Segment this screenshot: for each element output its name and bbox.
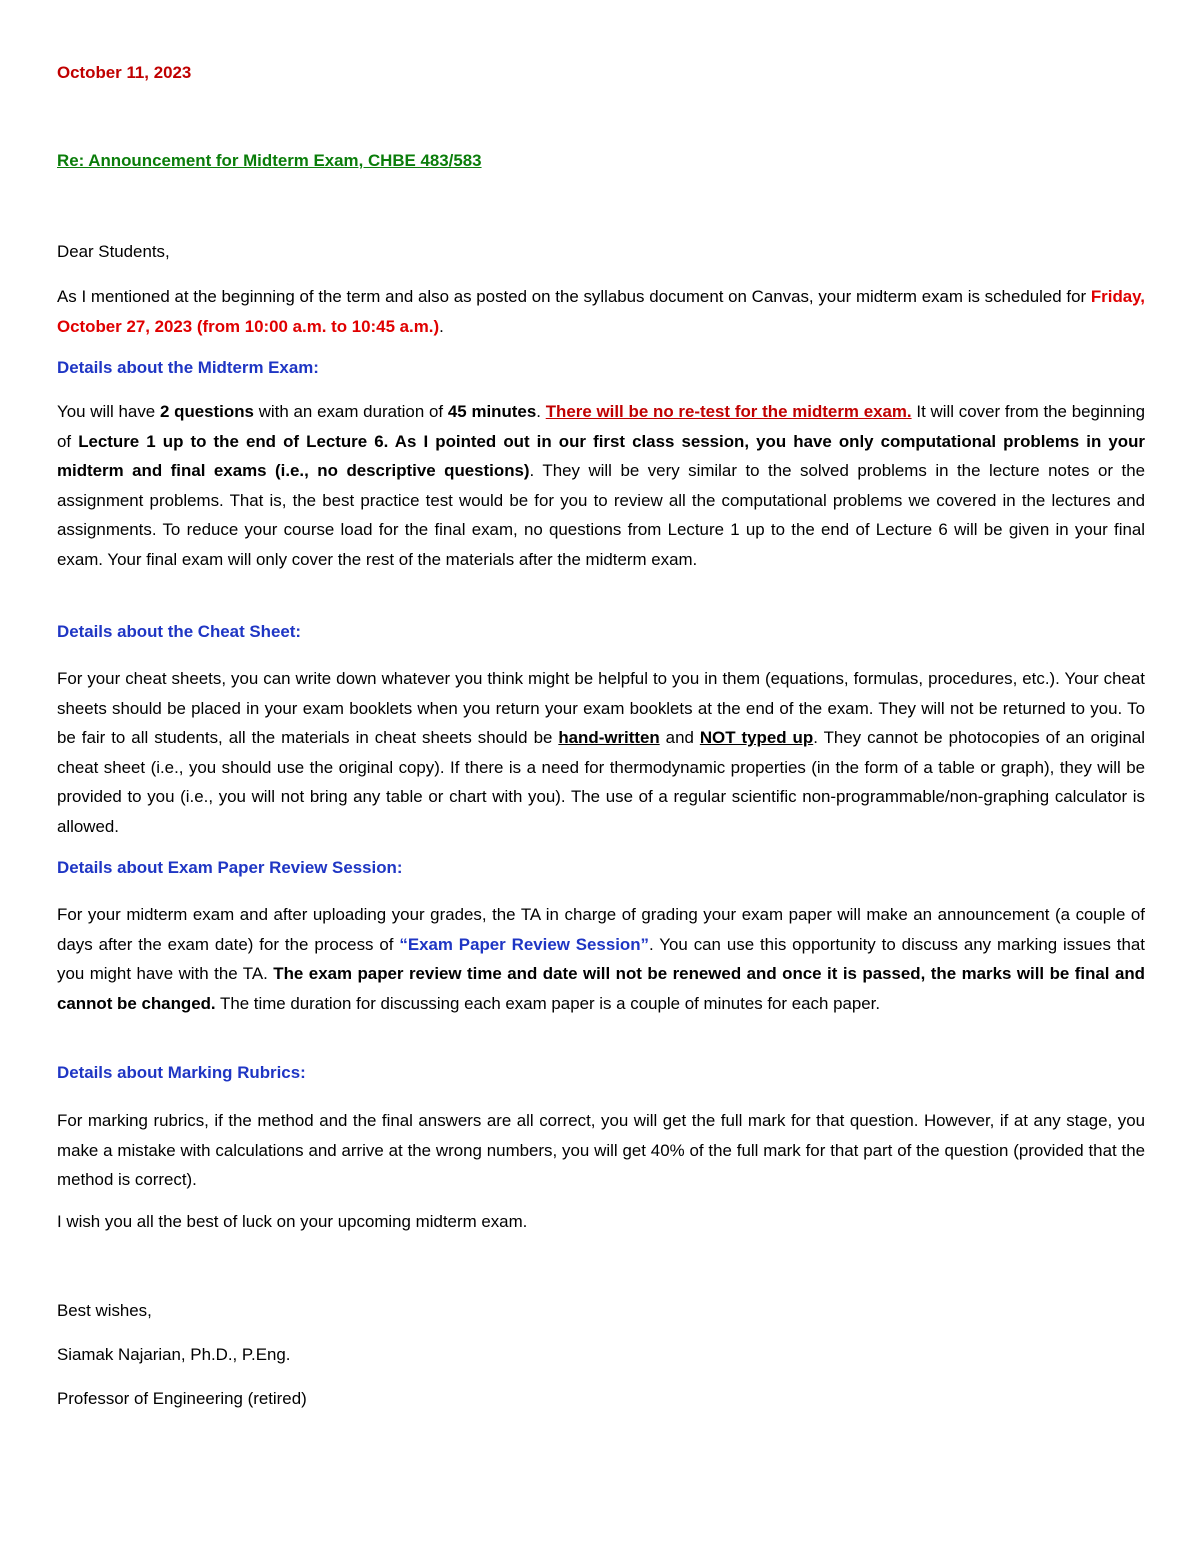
review-session-name: “Exam Paper Review Session” [399, 934, 649, 954]
rubrics-paragraph: For marking rubrics, if the method and the final answers are all correct, you will get the full mark for that question. However, if at any stage, you make a mistake with calculations and arrive at the wrong numbers, you will get 40% of the full mark for that part of the question (provided that the method is correct). [57, 1111, 1145, 1189]
review-text: . You can use this opportunity to discuss any marking issues that you might have with the TA. [57, 934, 1145, 983]
review-text: For your midterm exam and after uploading your grades, the TA in charge of grading your exam paper will make an announcement (a couple of days after the exam date) for the process of [57, 905, 1145, 954]
heading-review-session: Details about Exam Paper Review Session: [57, 858, 403, 877]
question-count: 2 questions [159, 402, 254, 421]
signer-title: Professor of Engineering (retired) [57, 1389, 307, 1408]
midterm-text: . They will be very similar to the solved problems in the lecture notes or the assignment problems. That is, the best practice test would be for you to review all the computational problems we covered in the lectures and assignments. To reduce your course load for the final exam, no questions from Lecture 1 up to the end of Lecture 6 will be given in your final exam. Your final exam will only cover the rest of the materials after the midterm exam. [57, 461, 1145, 569]
heading-cheat-sheet: Details about the Cheat Sheet: [57, 622, 302, 641]
cheat-text: and [659, 728, 700, 747]
signoff: Best wishes, [57, 1301, 152, 1320]
signer-name: Siamak Najarian, Ph.D., P.Eng. [57, 1345, 291, 1364]
not-typed-emphasis: NOT typed up [699, 728, 814, 747]
intro-paragraph [57, 282, 1145, 341]
cheat-text: For your cheat sheets, you can write down whatever you think might be helpful to you in them (equations, formulas, procedures, etc.). Your cheat sheets should be placed in your exam booklets when you return your exam booklets at the end of the exam. They will not be returned to you. To be fair to all students, all the materials in cheat sheets should be [57, 669, 1145, 747]
midterm-text: with an exam duration of [253, 402, 448, 421]
review-paragraph [57, 900, 1145, 1018]
exam-duration: 45 minutes [447, 402, 537, 421]
intro-text: As I mentioned at the beginning of the term and also as posted on the syllabus document on Canvas, your midterm exam is scheduled for [57, 287, 1091, 306]
heading-marking-rubrics: Details about Marking Rubrics: [57, 1063, 306, 1082]
midterm-paragraph [57, 397, 1145, 574]
letter-subject: Re: Announcement for Midterm Exam, CHBE 483/583 [57, 151, 482, 170]
cheat-paragraph [57, 664, 1145, 841]
heading-midterm: Details about the Midterm Exam: [57, 358, 319, 377]
exam-date-highlight: Friday, October 27, 2023 (from 10:00 a.m. to 10:45 a.m.) [57, 287, 1145, 336]
cheat-text: . They cannot be photocopies of an original cheat sheet (i.e., you should use the original copy). If there is a need for thermodynamic properties (in the form of a table or graph), they will be provided to you (i.e., you will not bring any table or chart with you). The use of a regular scientific non-programmable/non-graphing calculator is allowed. [57, 728, 1145, 836]
salutation: Dear Students, [57, 242, 170, 261]
hand-written-emphasis: hand-written [558, 728, 660, 747]
closing-wish: I wish you all the best of luck on your upcoming midterm exam. [57, 1212, 528, 1231]
midterm-text: . [536, 402, 546, 421]
review-final-notice: The exam paper review time and date will not be renewed and once it is passed, the marks will be final and cannot be changed. [57, 964, 1145, 1013]
midterm-text: You will have [57, 402, 160, 421]
no-retest-notice: There will be no re-test for the midterm exam. [545, 402, 912, 421]
review-text: The time duration for discussing each exam paper is a couple of minutes for each paper. [215, 993, 881, 1013]
coverage-notice: Lecture 1 up to the end of Lecture 6. As I pointed out in our first class session, you have only computational problems in your midterm and final exams (i.e., no descriptive questions) [57, 431, 1146, 480]
midterm-text: It will cover from the beginning of [57, 402, 1145, 451]
intro-text-end: . [439, 316, 444, 336]
letter-date: October 11, 2023 [57, 63, 192, 82]
